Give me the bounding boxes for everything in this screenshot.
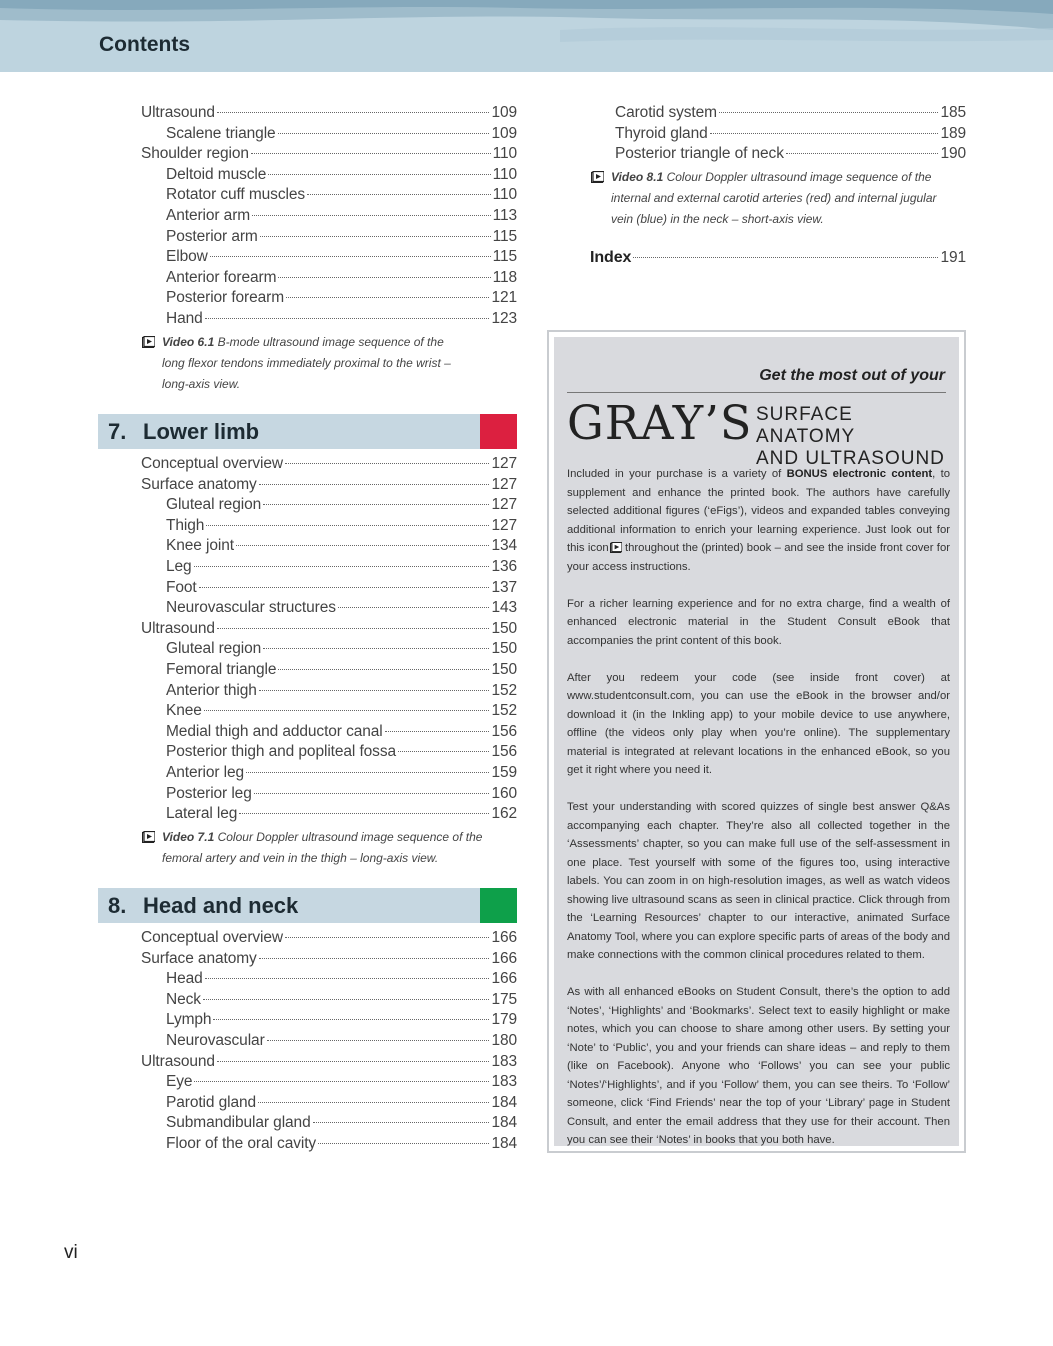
toc-entry-label: Conceptual overview [141, 455, 283, 472]
video-caption-line: internal and external carotid arteries (red) and internal jugular [611, 191, 937, 205]
toc-entry-label: Parotid gland [166, 1093, 257, 1111]
toc-entry-page: 166 [491, 970, 517, 988]
toc-entry-page: 127 [491, 455, 517, 472]
toc-entry-label: Knee joint [166, 537, 234, 555]
leader-dots [313, 1122, 490, 1123]
toc-entry-page: 190 [940, 145, 966, 163]
leader-dots [206, 525, 489, 526]
toc-entry-page: 152 [491, 681, 517, 699]
promo-paragraph: As with all enhanced eBooks on Student Consult, there’s the option to add ‘Notes’, ‘Highlights’ and ‘Bookmarks’. Select text to easily highlight or make notes, which you can choose to share among other users. By setting your ‘Note’ to ‘Public’, you and your friends can share ideas – and reply to them (like on Facebook). Anyone who ‘Follows’ you can see your public ‘Notes’/‘Highlights’, and if you ‘Follow’ them, you can see theirs. To ‘Follow’ someone, click ‘Find Friends’ near the top of your ‘Library’ page in Student Consult, and enter the email address that they use for their account. Then you can see their ‘Notes’ in books that you both have. [567, 986, 950, 1146]
video-label: Video 8.1 [611, 170, 664, 184]
chapter-color-swatch [480, 414, 517, 449]
video-caption-line: long-axis view. [162, 377, 241, 391]
toc-entry-page: 110 [492, 186, 517, 204]
toc-entry-page: 175 [491, 990, 517, 1008]
toc-entry-label: Anterior forearm [166, 268, 277, 286]
chapter-number: 7. [108, 419, 127, 444]
promo-panel [554, 337, 959, 1146]
toc-entry-label: Posterior leg [166, 784, 252, 802]
toc-entry-label: Lateral leg [166, 805, 238, 823]
toc-entry-label: Head [166, 970, 203, 988]
leader-dots [217, 112, 489, 113]
toc-entry-page: 127 [491, 475, 517, 493]
toc-entry-label: Femoral triangle [166, 660, 277, 678]
toc-entry-page: 166 [491, 949, 517, 967]
toc-entry-page: 184 [491, 1134, 517, 1152]
toc-entry-label: Anterior arm [166, 206, 251, 224]
promo-paragraph: Test your understanding with scored quizzes of single best answer Q&As accompanying each chapter. They’re also all collected together in the ‘Assessments’ chapter, so you can make full use of the self-assessment in one place. Test yourself with some of the figures too, using interactive labels. You can zoom in on high-resolution images, as well as watch videos showing live ultrasound scans as seen in clinical practice. Click through from the ‘Learning Resources’ chapter to our interactive, animated Surface Anatomy Tool, where you can explore specific parts of areas of the body and make connections with the common clinical procedures related to them. [567, 801, 950, 961]
toc-entry-page: 134 [491, 537, 517, 555]
toc-entry-page: 109 [491, 124, 517, 142]
leader-dots [385, 731, 490, 732]
toc-entry-page: 110 [492, 165, 517, 183]
toc-entry[interactable] [141, 1011, 517, 1032]
toc-entry[interactable] [141, 455, 517, 476]
leader-dots [719, 112, 938, 113]
leader-dots [259, 690, 490, 691]
leader-dots [205, 978, 490, 979]
leader-dots [263, 504, 489, 505]
toc-entry-label: Posterior arm [166, 227, 258, 245]
toc-entry[interactable] [141, 269, 517, 290]
toc-entry[interactable] [141, 702, 517, 723]
toc-entry[interactable] [141, 186, 517, 207]
leader-dots [278, 133, 490, 134]
leader-dots [286, 297, 489, 298]
chapter-7-entries [141, 455, 517, 826]
leader-dots [203, 999, 490, 1000]
logo-subtitle-line: AND ULTRASOUND [756, 448, 945, 469]
leader-dots [398, 751, 489, 752]
toc-entry[interactable] [141, 289, 517, 310]
leader-dots [251, 153, 491, 154]
toc-entry-page: 156 [491, 743, 517, 761]
logo-subtitle [756, 404, 950, 470]
toc-entry-page: 191 [940, 249, 966, 266]
video-label: Video 7.1 [162, 830, 215, 844]
toc-entry-label: Ultrasound [141, 619, 215, 637]
toc-entry-page: 160 [491, 784, 517, 802]
toc-entry[interactable] [141, 1073, 517, 1094]
toc-entry[interactable] [141, 785, 517, 806]
toc-entry-page: 123 [491, 309, 517, 327]
video-icon [142, 831, 155, 843]
toc-entry-label: Gluteal region [166, 640, 262, 658]
video-note-6-1[interactable] [141, 332, 517, 395]
toc-entry-label: Deltoid muscle [166, 165, 267, 183]
grays-logo [567, 396, 950, 469]
video-caption-line: femoral artery and vein in the thigh – long-axis view. [162, 851, 439, 865]
toc-entry-label: Anterior leg [166, 763, 245, 781]
leader-dots [204, 710, 490, 711]
video-caption-line: Colour Doppler ultrasound image sequence of the [666, 170, 932, 184]
toc-entry[interactable] [141, 682, 517, 703]
promo-divider [567, 392, 946, 393]
leader-dots [259, 958, 490, 959]
leader-dots [260, 236, 491, 237]
leader-dots [278, 277, 490, 278]
leader-dots [278, 669, 489, 670]
toc-entry-page: 136 [491, 557, 517, 575]
video-icon [610, 542, 622, 553]
toc-entry[interactable] [141, 950, 517, 971]
leader-dots [194, 566, 490, 567]
toc-entry-page: 152 [491, 702, 517, 720]
toc-entry-page: 184 [491, 1093, 517, 1111]
chapter-7-header[interactable] [98, 414, 517, 449]
toc-entry-label: Rotator cuff muscles [166, 186, 305, 204]
leader-dots [258, 1102, 489, 1103]
toc-entry-page: 109 [491, 104, 517, 121]
leader-dots [285, 937, 489, 938]
toc-entry-page: 113 [492, 206, 517, 224]
toc-entry-page: 127 [491, 496, 517, 514]
promo-text: throughout the (printed) book – and see the inside front cover for your access instructions. [567, 542, 950, 573]
toc-entry-label: Floor of the oral cavity [166, 1134, 317, 1152]
toc-entry-page: 183 [491, 1052, 517, 1070]
toc-entry-label: Neurovascular [166, 1031, 265, 1049]
toc-entry[interactable] [141, 558, 517, 579]
toc-entry-page: 150 [491, 660, 517, 678]
promo-body [567, 465, 950, 1168]
toc-entry[interactable] [141, 1135, 517, 1156]
toc-entry-label: Foot [166, 578, 197, 596]
toc-entry[interactable] [141, 248, 517, 269]
leader-dots [633, 257, 938, 258]
toc-entry[interactable] [141, 125, 517, 146]
leader-dots [194, 1081, 489, 1082]
toc-entry-label: Thyroid gland [615, 124, 708, 142]
leader-dots [259, 484, 490, 485]
toc-entry[interactable] [141, 476, 517, 497]
toc-entry-page: 162 [491, 805, 517, 823]
toc-entry[interactable] [141, 620, 517, 641]
promo-paragraph: For a richer learning experience and for no extra charge, find a wealth of enhanced electronic material in the Student Consult eBook that accompanies the print content of this book. [567, 597, 950, 647]
toc-entry-label: Surface anatomy [141, 475, 257, 493]
toc-index-entry[interactable] [590, 249, 966, 270]
chapter-color-swatch [480, 888, 517, 923]
toc-entry[interactable] [141, 537, 517, 558]
promo-tagline: Get the most out of your [759, 367, 945, 384]
toc-entry-label: Posterior triangle of neck [615, 145, 784, 163]
toc-entry-page: 127 [491, 516, 517, 534]
toc-entry-label: Knee [166, 702, 202, 720]
toc-entry-label: Conceptual overview [141, 929, 283, 946]
video-note-8-1[interactable] [590, 167, 966, 230]
leader-dots [268, 174, 490, 175]
toc-entry-label: Ultrasound [141, 104, 215, 121]
toc-entry[interactable] [141, 166, 517, 187]
toc-entry-page: 115 [492, 248, 517, 266]
toc-entry-page: 166 [491, 929, 517, 946]
toc-entry-label: Leg [166, 557, 192, 575]
toc-entry-label: Hand [166, 309, 203, 327]
toc-entry-page: 115 [492, 227, 517, 245]
toc-entry[interactable] [141, 743, 517, 764]
toc-entry-label: Ultrasound [141, 1052, 215, 1070]
leader-dots [263, 648, 489, 649]
toc-entry-label: Carotid system [615, 104, 717, 121]
toc-entry-page: 189 [940, 124, 966, 142]
toc-entry[interactable] [590, 145, 966, 166]
leader-dots [338, 607, 490, 608]
toc-right-column [590, 104, 966, 166]
toc-entry-page: 180 [491, 1031, 517, 1049]
toc-entry[interactable] [141, 1053, 517, 1074]
leader-dots [318, 1143, 489, 1144]
toc-entry[interactable] [141, 991, 517, 1012]
video-caption-line: B-mode ultrasound image sequence of the [217, 335, 444, 349]
leader-dots [210, 256, 491, 257]
toc-entry-label: Submandibular gland [166, 1114, 311, 1132]
leader-dots [239, 813, 489, 814]
promo-text: , to supplement and enhance the printed book. The authors have carefully selected additional figures (‘eFigs’), videos and expanded tables conveying additional information to enrich your learning experience. Just look out for this icon [567, 468, 951, 554]
promo-paragraph: After you redeem your code (see inside front cover) at www.studentconsult.com, you can use the eBook in the browser and/or download it (in the Inkling app) to your mobile device to use anywhere, offline (the videos only play when you’re online). The supplementary material is integrated at relevant locations in the enhanced eBook, so you get it right where you need it. [567, 671, 950, 776]
toc-entry[interactable] [141, 1114, 517, 1135]
toc-entry-label: Posterior thigh and popliteal fossa [166, 743, 397, 761]
toc-entry-page: 137 [491, 578, 517, 596]
leader-dots [246, 772, 489, 773]
toc-entry-label: Elbow [166, 248, 208, 266]
toc-entry-page: 118 [492, 268, 517, 286]
toc-entry[interactable] [141, 145, 517, 166]
toc-entry-page: 150 [491, 619, 517, 637]
toc-entry-page: 143 [491, 599, 517, 617]
toc-entry[interactable] [141, 1094, 517, 1115]
toc-entry-page: 150 [491, 640, 517, 658]
toc-entry-page: 110 [492, 145, 517, 163]
page-header [0, 0, 1053, 72]
promo-box [547, 330, 966, 1153]
toc-entry-label: Shoulder region [141, 145, 249, 163]
toc-entry-label: Gluteal region [166, 496, 262, 514]
toc-entry-label: Neck [166, 990, 201, 1008]
toc-entry-label: Anterior thigh [166, 681, 257, 699]
toc-entry-page: 179 [491, 1011, 517, 1029]
logo-subtitle-line: SURFACE ANATOMY [756, 404, 856, 447]
leader-dots [252, 215, 491, 216]
page-title: Contents [99, 33, 190, 56]
toc-entry[interactable] [141, 929, 517, 950]
video-label: Video 6.1 [162, 335, 215, 349]
toc-entry[interactable] [141, 104, 517, 125]
toc-entry[interactable] [590, 104, 966, 125]
toc-entry-label: Lymph [166, 1011, 212, 1029]
toc-entry-label: Scalene triangle [166, 124, 276, 142]
toc-entry-label: Surface anatomy [141, 949, 257, 967]
promo-paragraph [567, 465, 950, 576]
leader-dots [786, 153, 939, 154]
chapter-8-entries [141, 929, 517, 1156]
video-caption-line: vein (blue) in the neck – short-axis view. [611, 212, 824, 226]
toc-entry[interactable] [141, 723, 517, 744]
leader-dots [307, 194, 491, 195]
page-number: vi [64, 1242, 78, 1263]
toc-entry-label: Thigh [166, 516, 205, 534]
toc-entry-label: Neurovascular structures [166, 599, 336, 617]
leader-dots [199, 587, 490, 588]
logo-wordmark: GRAY’S [567, 396, 753, 451]
leader-dots [285, 463, 489, 464]
toc-entry-label: Eye [166, 1073, 193, 1091]
chapter-title: Head and neck [143, 893, 299, 918]
video-note-7-1[interactable] [141, 827, 517, 869]
leader-dots [254, 793, 490, 794]
toc-entry[interactable] [141, 805, 517, 826]
toc-entry[interactable] [141, 1032, 517, 1053]
toc-entry[interactable] [141, 599, 517, 620]
video-caption-line: Colour Doppler ultrasound image sequence of the [217, 830, 483, 844]
toc-entry[interactable] [141, 207, 517, 228]
leader-dots [236, 545, 489, 546]
chapter-number: 8. [108, 893, 127, 918]
leader-dots [217, 628, 489, 629]
toc-entry[interactable] [141, 496, 517, 517]
toc-entry[interactable] [141, 661, 517, 682]
leader-dots [213, 1019, 489, 1020]
toc-entry[interactable] [141, 310, 517, 331]
leader-dots [205, 318, 490, 319]
leader-dots [217, 1061, 489, 1062]
toc-entry-page: 156 [491, 722, 517, 740]
video-icon [591, 171, 604, 183]
toc-entry-page: 159 [491, 763, 517, 781]
toc-left-column [141, 104, 517, 331]
toc-entry[interactable] [590, 125, 966, 146]
toc-entry-page: 185 [940, 104, 966, 121]
toc-entry[interactable] [141, 970, 517, 991]
promo-bold-text: BONUS electronic content [786, 468, 933, 480]
toc-entry[interactable] [141, 517, 517, 538]
chapter-title: Lower limb [143, 419, 260, 444]
leader-dots [710, 133, 939, 134]
toc-entry[interactable] [141, 228, 517, 249]
toc-entry-page: 184 [491, 1114, 517, 1132]
toc-entry[interactable] [141, 579, 517, 600]
chapter-8-header[interactable] [98, 888, 517, 923]
toc-entry-page: 183 [491, 1073, 517, 1091]
toc-entry-label: Medial thigh and adductor canal [166, 722, 383, 740]
toc-entry-page: 121 [491, 289, 517, 307]
toc-entry-label: Posterior forearm [166, 289, 285, 307]
toc-entry-label: Index [590, 249, 632, 266]
toc-entry[interactable] [141, 640, 517, 661]
promo-text: Included in your purchase is a variety of [567, 468, 787, 480]
video-icon [142, 336, 155, 348]
toc-entry[interactable] [141, 764, 517, 785]
leader-dots [267, 1040, 490, 1041]
video-caption-line: long flexor tendons immediately proximal to the wrist – [162, 356, 451, 370]
